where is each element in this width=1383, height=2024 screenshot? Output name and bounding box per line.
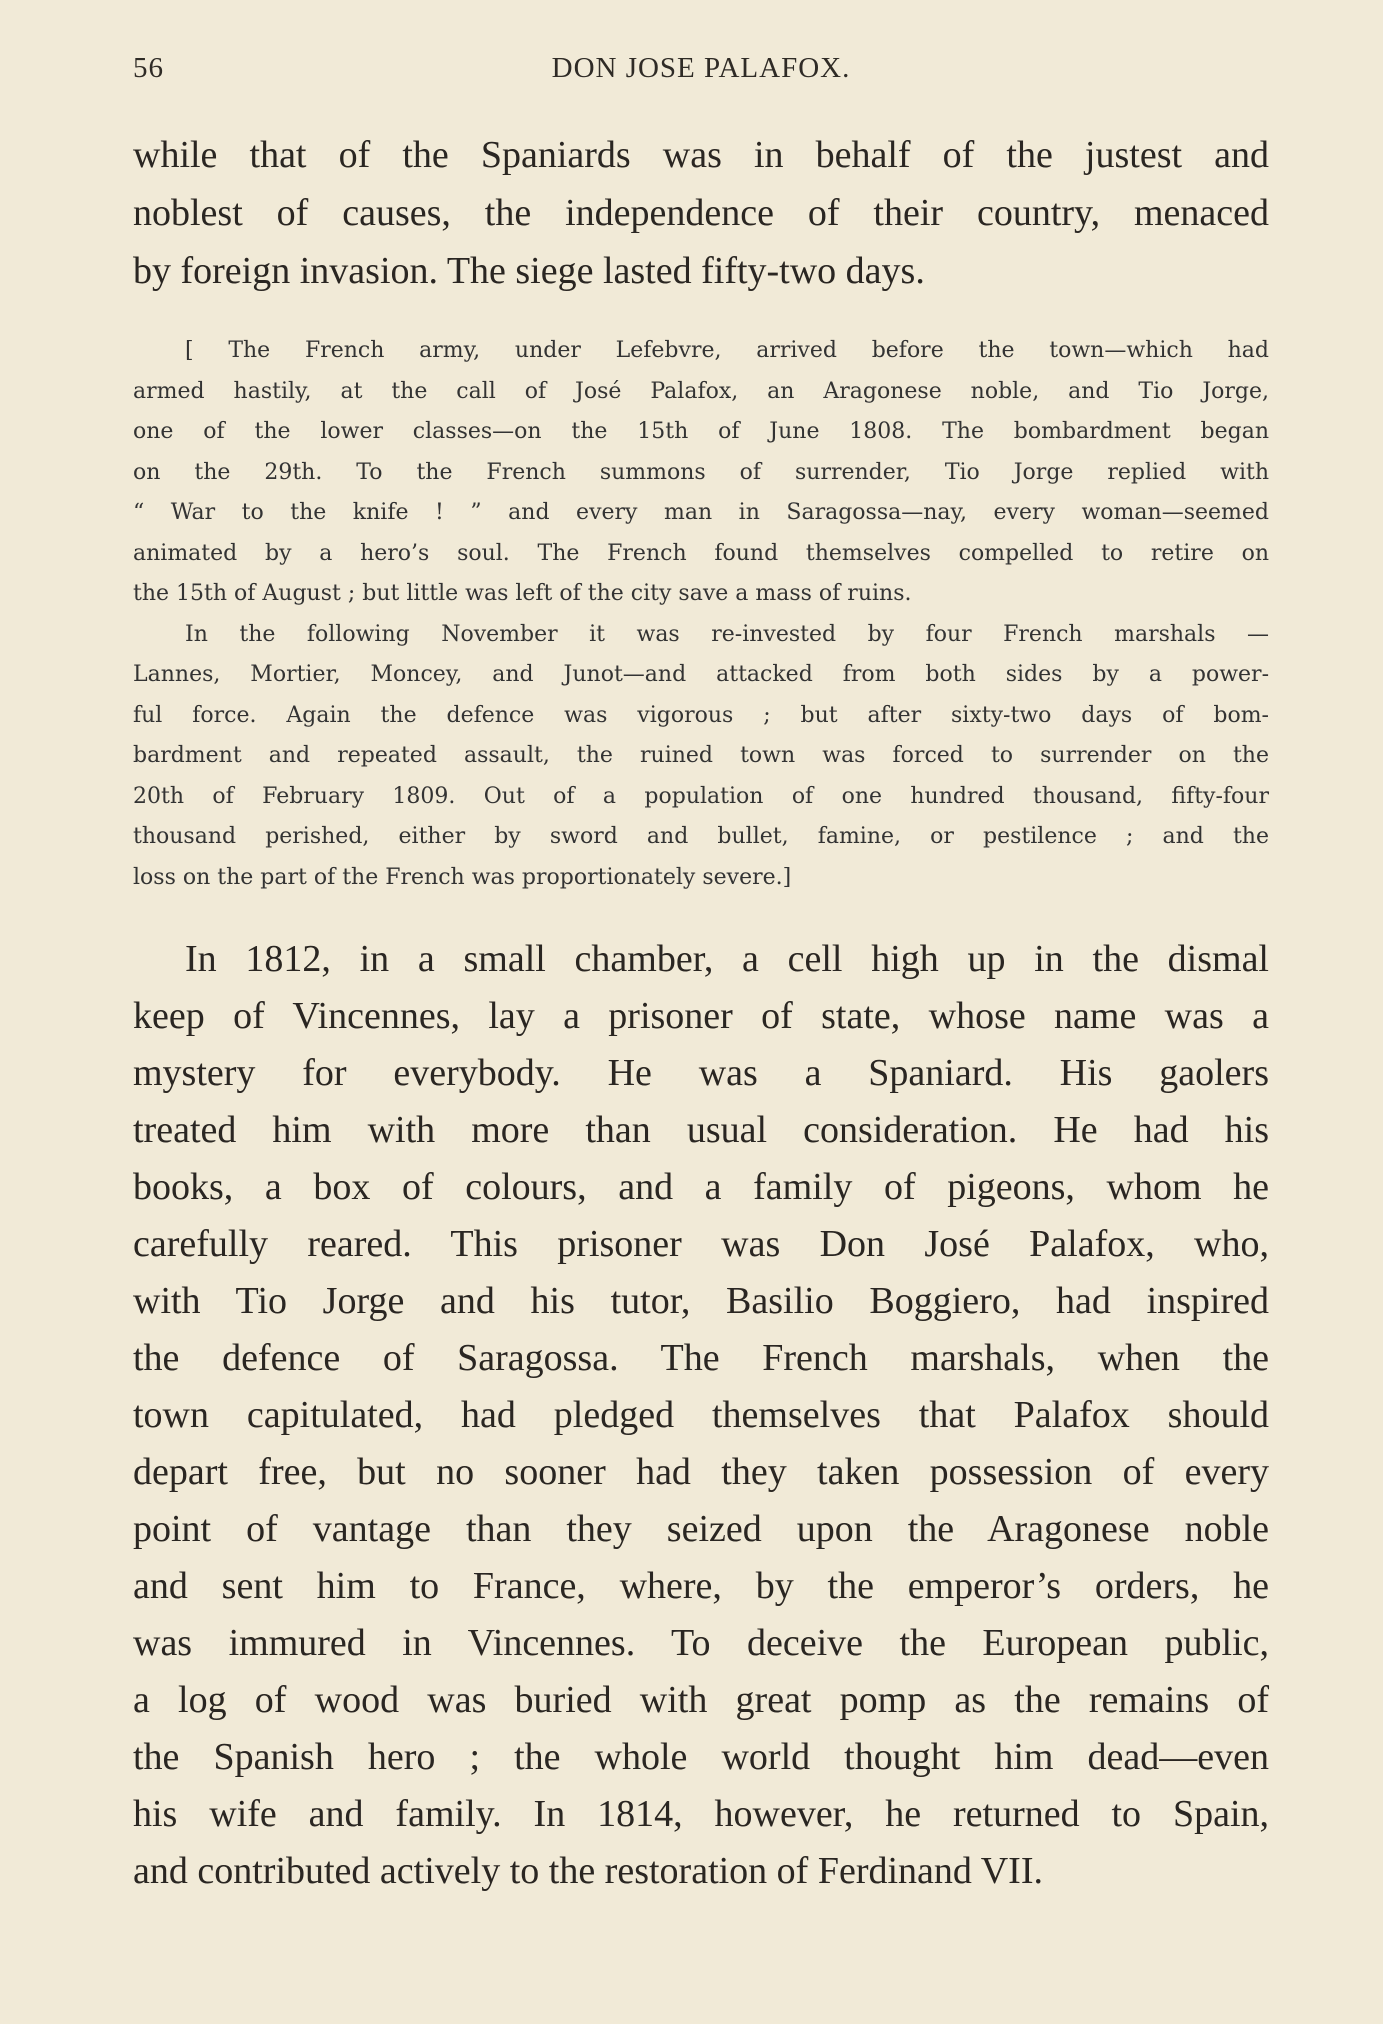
text-line: “ War to the knife ! ” and every man in Saragossa—nay, every woman—seemed <box>133 500 1269 525</box>
text-line: [ The French army, under Lefebvre, arrived before the town—which had <box>185 338 1269 363</box>
text-line: animated by a hero’s soul. The French found themselves compelled to retire on <box>133 540 1269 566</box>
text-line: and contributed actively to the restoration of Ferdinand VII. <box>133 1850 1043 1892</box>
text-line: armed hastily, at the call of José Palafox, an Aragonese noble, and Tio Jorge, <box>133 378 1269 404</box>
text-line: Lannes, Mortier, Moncey, and Junot—and attacked from both sides by a power- <box>133 662 1269 687</box>
text-line: mystery for everybody. He was a Spaniard. His gaolers <box>133 1052 1269 1094</box>
page-number: 56 <box>133 52 164 84</box>
text-line: books, a box of colours, and a family of pigeons, whom he <box>133 1166 1269 1208</box>
text-line: depart free, but no sooner had they taken possession of every <box>133 1451 1269 1493</box>
text-line: his wife and family. In 1814, however, he returned to Spain, <box>133 1793 1269 1835</box>
text-line: bardment and repeated assault, the ruined town was forced to surrender on the <box>133 743 1269 768</box>
text-line: ful force. Again the defence was vigorous ; but after sixty-two days of bom- <box>133 702 1269 728</box>
text-line: thousand perished, either by sword and bullet, famine, or pestilence ; and the <box>133 824 1269 849</box>
text-line: In the following November it was re-invested by four French marshals — <box>185 621 1269 647</box>
text-line: while that of the Spaniards was in behalf of the justest and <box>133 134 1269 176</box>
text-line: by foreign invasion. The siege lasted fifty-two days. <box>133 250 925 292</box>
text-line: and sent him to France, where, by the emperor’s orders, he <box>133 1565 1269 1607</box>
text-line: the 15th of August ; but little was left of the city save a mass of ruins. <box>133 581 912 606</box>
note-paragraph-2 <box>133 615 1269 899</box>
text-line: noblest of causes, the independence of their country, menaced <box>133 192 1269 234</box>
page-header <box>133 52 1269 92</box>
text-line: loss on the part of the French was proportionately severe.] <box>133 864 792 890</box>
text-line: with Tio Jorge and his tutor, Basilio Boggiero, had inspired <box>133 1280 1269 1322</box>
text-line: 20th of February 1809. Out of a population of one hundred thousand, fifty-four <box>133 783 1269 809</box>
note-paragraph-1 <box>133 331 1269 615</box>
text-line: a log of wood was buried with great pomp as the remains of <box>133 1679 1269 1721</box>
text-line: on the 29th. To the French summons of surrender, Tio Jorge replied with <box>133 459 1269 485</box>
text-line: the Spanish hero ; the whole world thought him dead—even <box>133 1736 1269 1778</box>
opening-paragraph <box>133 126 1269 300</box>
text-line: was immured in Vincennes. To deceive the European public, <box>133 1622 1269 1664</box>
text-line: point of vantage than they seized upon the Aragonese noble <box>133 1508 1269 1550</box>
text-line: one of the lower classes—on the 15th of June 1808. The bombardment began <box>133 419 1269 444</box>
text-line: town capitulated, had pledged themselves that Palafox should <box>133 1394 1269 1436</box>
historical-note <box>133 331 1269 898</box>
text-line: keep of Vincennes, lay a prisoner of state, whose name was a <box>133 995 1269 1037</box>
text-line: treated him with more than usual consideration. He had his <box>133 1109 1269 1151</box>
running-head: DON JOSE PALAFOX. <box>551 52 851 84</box>
text-line: In 1812, in a small chamber, a cell high up in the dismal <box>185 938 1269 980</box>
text-line: carefully reared. This prisoner was Don José Palafox, who, <box>133 1223 1269 1265</box>
text-line: the defence of Saragossa. The French marshals, when the <box>133 1337 1269 1379</box>
main-paragraph <box>133 931 1269 1900</box>
